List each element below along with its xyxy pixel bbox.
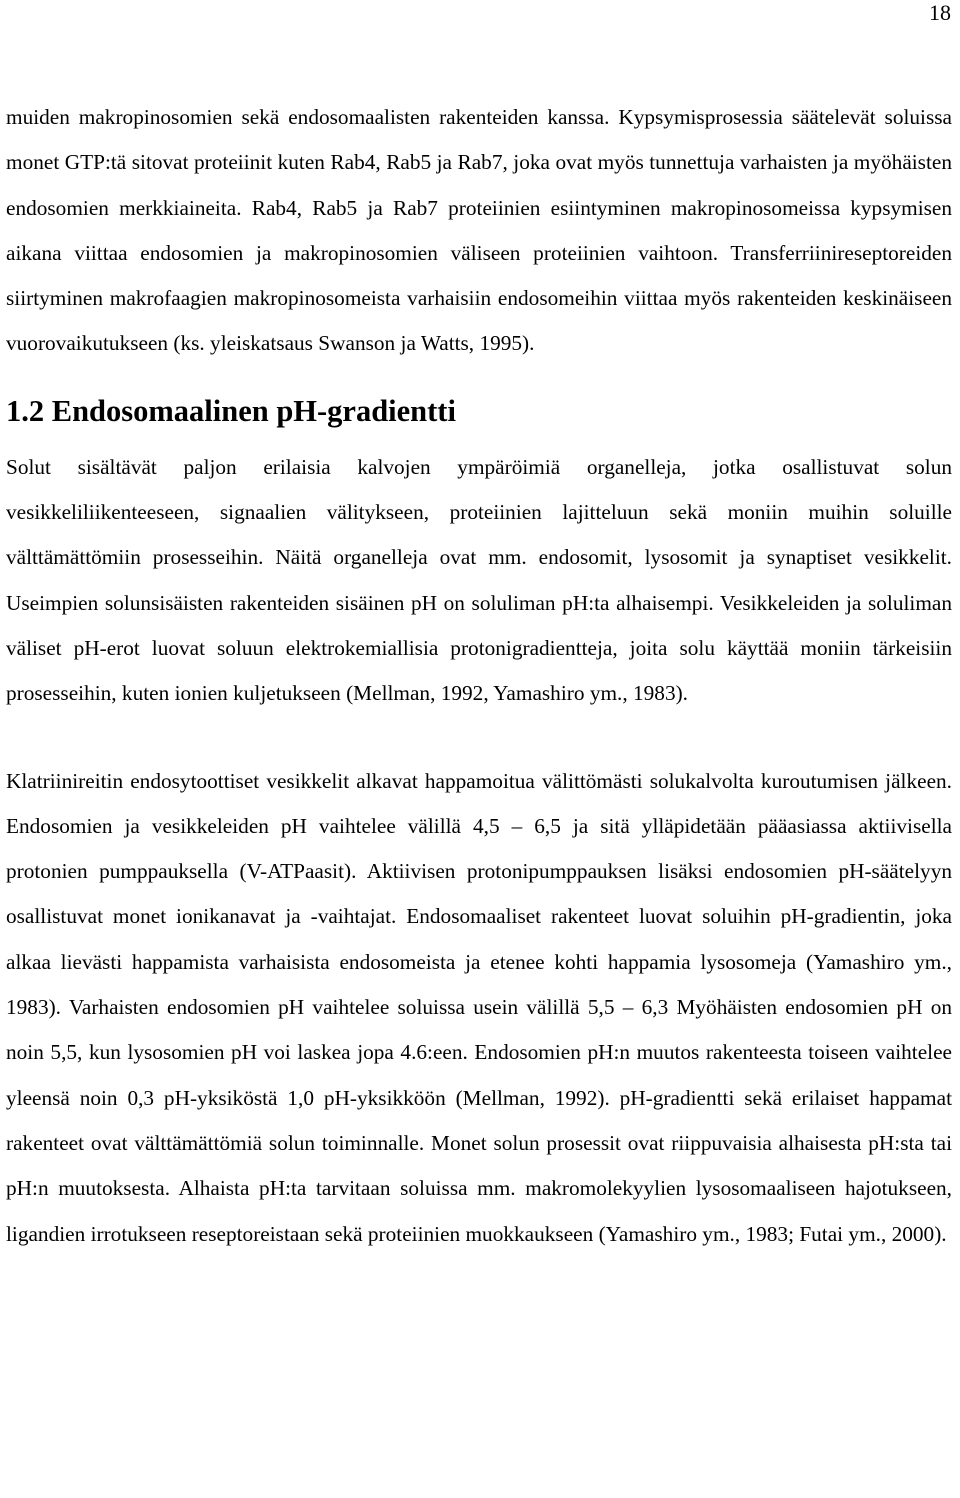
- paragraph-intro: muiden makropinosomien sekä endosomaalisten rakenteiden kanssa. Kypsymisprosessia säätelevät soluissa monet GTP:tä sitovat proteiinit kuten Rab4, Rab5 ja Rab7, joka ovat myös tunnettuja varhaisten ja myöhäisten endosomien merkkiaineita. Rab4, Rab5 ja Rab7 proteiinien esiintyminen makropinosomeissa kypsymisen aikana viittaa endosomien ja makropinosomien väliseen proteiinien vaihtoon. Transferriinireseptoreiden siirtyminen makrofaagien makropinosomeista varhaisiin endosomeihin viittaa myös rakenteiden keskinäiseen vuorovaikutukseen (ks. yleiskatsaus Swanson ja Watts, 1995).: [6, 105, 952, 356]
- paragraph-organelles: Solut sisältävät paljon erilaisia kalvojen ympäröimiä organelleja, jotka osallistuvat solun vesikkeliliikenteeseen, signaalien välitykseen, proteiinien lajitteluun sekä moniin muihin soluille välttämättömiin prosesseihin. Näitä organelleja ovat mm. endosomit, lysosomit ja synaptiset vesikkelit. Useimpien solunsisäisten rakenteiden sisäinen pH on soluliman pH:ta alhaisempi. Vesikkeleiden ja soluliman väliset pH-erot luovat soluun elektrokemiallisia protonigradientteja, joita solu käyttää moniin tärkeisiin prosesseihin, kuten ionien kuljetukseen (Mellman, 1992, Yamashiro ym., 1983).: [6, 454, 952, 706]
- page-body: [6, 95, 952, 1257]
- section-heading: 1.2 Endosomaalinen pH-gradientti: [6, 393, 456, 428]
- paragraph-spacer: [6, 717, 952, 759]
- paragraph-ph-gradient: Klatriinireitin endosytoottiset vesikkelit alkavat happamoitua välittömästi solukalvolta kuroutumisen jälkeen. Endosomien ja vesikkeleiden pH vaihtelee välillä 4,5 – 6,5 ja sitä ylläpidetään pääasiassa aktiivisella protonien pumppauksella (V-ATPaasit). Aktiivisen protonipumppauksen lisäksi endosomien pH-säätelyyn osallistuvat monet ionikanavat ja -vaihtajat. Endosomaaliset rakenteet luovat soluihin pH-gradientin, joka alkaa lievästi happamista varhaisista endosomeista ja etenee kohti happamia lysosomeja (Yamashiro ym., 1983). Varhaisten endosomien pH vaihtelee soluissa usein välillä 5,5 – 6,3 Myöhäisten endosomien pH on noin 5,5, kun lysosomien pH voi laskea jopa 4.6:een. Endosomien pH:n muutos rakenteesta toiseen vaihtelee yleensä noin 0,3 pH-yksiköstä 1,0 pH-yksikköön (Mellman, 1992). pH-gradientti sekä erilaiset happamat rakenteet ovat välttämättömiä solun toiminnalle. Monet solun prosessit ovat riippuvaisia alhaisesta pH:sta tai pH:n muutoksesta. Alhaista pH:ta tarvitaan soluissa mm. makromolekyylien lysosomaaliseen hajotukseen, ligandien irrotukseen reseptoreistaan sekä proteiinien muokkaukseen (Yamashiro ym., 1983; Futai ym., 2000).: [6, 768, 952, 1246]
- page-number: 18: [929, 0, 951, 25]
